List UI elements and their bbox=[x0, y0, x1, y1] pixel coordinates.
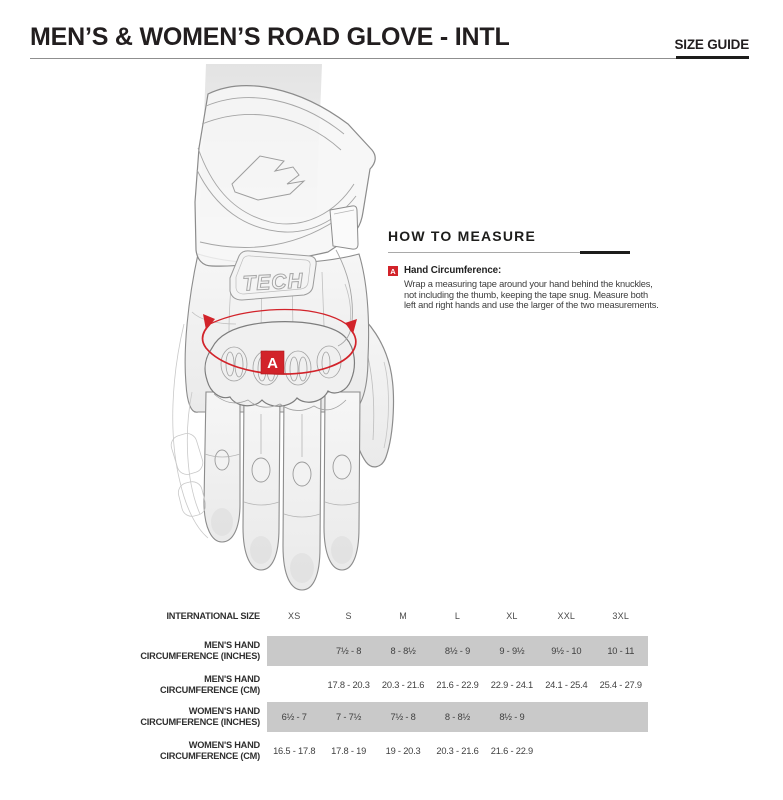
marker-a-label: A bbox=[267, 355, 278, 372]
size-cell: 8½ - 9 bbox=[485, 702, 539, 732]
size-cell: 7½ - 8 bbox=[321, 636, 375, 666]
table-row-womens-inches bbox=[140, 702, 648, 732]
header-divider-accent bbox=[676, 56, 749, 59]
size-cell: 21.6 - 22.9 bbox=[436, 680, 479, 690]
size-cell: 6½ - 7 bbox=[267, 702, 321, 732]
size-cell: 9½ - 10 bbox=[539, 636, 593, 666]
size-cell: 17.8 - 20.3 bbox=[327, 680, 370, 690]
glove-svg bbox=[140, 62, 460, 614]
size-guide-label: SIZE GUIDE bbox=[674, 37, 749, 52]
size-cell bbox=[594, 738, 648, 764]
size-cell: 7½ - 8 bbox=[376, 702, 430, 732]
table-row-womens-cm bbox=[140, 738, 648, 764]
size-cell bbox=[267, 636, 321, 666]
size-cell: 24.1 - 25.4 bbox=[545, 680, 588, 690]
marker-a-icon: A bbox=[388, 266, 398, 276]
size-cell bbox=[267, 672, 321, 698]
size-cell: 7 - 7½ bbox=[321, 702, 375, 732]
size-cell: 16.5 - 17.8 bbox=[273, 746, 316, 756]
size-cell: 20.3 - 21.6 bbox=[436, 746, 479, 756]
size-table-header-label: INTERNATIONAL SIZE bbox=[166, 610, 260, 621]
tech-patch bbox=[230, 251, 316, 300]
size-col-xxl: XXL bbox=[557, 611, 576, 621]
page-title: MEN’S & WOMEN’S ROAD GLOVE - INTL bbox=[30, 23, 510, 51]
row-label: WOMEN'S HAND CIRCUMFERENCE (INCHES) bbox=[140, 706, 260, 727]
size-cell: 21.6 - 22.9 bbox=[490, 746, 534, 756]
size-table bbox=[140, 606, 648, 768]
row-label: MEN'S HAND CIRCUMFERENCE (CM) bbox=[159, 674, 260, 695]
hand-circumference-line-3: left and right hands and use the larger of the two measurements. bbox=[404, 300, 659, 310]
size-cell bbox=[539, 738, 593, 764]
glove-illustration bbox=[140, 62, 460, 614]
header-divider bbox=[30, 58, 749, 59]
size-cell: 17.8 - 19 bbox=[331, 746, 367, 756]
hand-circumference-line-1: Wrap a measuring tape around your hand behind the knuckles, bbox=[404, 279, 653, 289]
size-cell bbox=[594, 702, 648, 732]
hand-circumference-line-2: not including the thumb, keeping the tape snug. Measure both bbox=[404, 289, 649, 300]
row-label: WOMEN'S HAND CIRCUMFERENCE (CM) bbox=[159, 740, 260, 761]
tech-logo-text: TECH bbox=[241, 269, 305, 296]
size-cell: 8½ - 9 bbox=[430, 636, 484, 666]
size-col-s: S bbox=[345, 611, 352, 621]
hand-circumference-item bbox=[388, 265, 659, 311]
table-row-mens-cm bbox=[140, 672, 648, 698]
table-row-mens-inches bbox=[140, 636, 648, 666]
size-cell: 8 - 8½ bbox=[430, 702, 484, 732]
how-to-measure-divider bbox=[388, 251, 650, 254]
how-to-measure-heading: HOW TO MEASURE bbox=[388, 228, 536, 244]
row-label: MEN'S HAND CIRCUMFERENCE (INCHES) bbox=[140, 640, 260, 661]
size-cell: 9 - 9½ bbox=[485, 636, 539, 666]
size-col-m: M bbox=[399, 611, 407, 621]
size-cell: 20.3 - 21.6 bbox=[381, 680, 425, 690]
size-cell: 22.9 - 24.1 bbox=[490, 680, 534, 690]
size-col-xs: XS bbox=[288, 611, 301, 621]
size-col-3xl: 3XL bbox=[612, 611, 630, 621]
wrist-strap bbox=[330, 206, 358, 249]
size-cell: 8 - 8½ bbox=[376, 636, 430, 666]
size-cell bbox=[539, 702, 593, 732]
hand-circumference-title: Hand Circumference: bbox=[404, 265, 502, 276]
marker-a-badge bbox=[261, 351, 284, 374]
size-cell: 19 - 20.3 bbox=[385, 746, 421, 756]
size-table-header-row bbox=[140, 606, 648, 626]
how-to-measure-section bbox=[388, 228, 659, 311]
size-cell: 10 - 11 bbox=[594, 636, 648, 666]
size-col-xl: XL bbox=[506, 611, 518, 621]
size-cell: 25.4 - 27.9 bbox=[599, 680, 642, 690]
size-col-l: L bbox=[454, 611, 461, 621]
